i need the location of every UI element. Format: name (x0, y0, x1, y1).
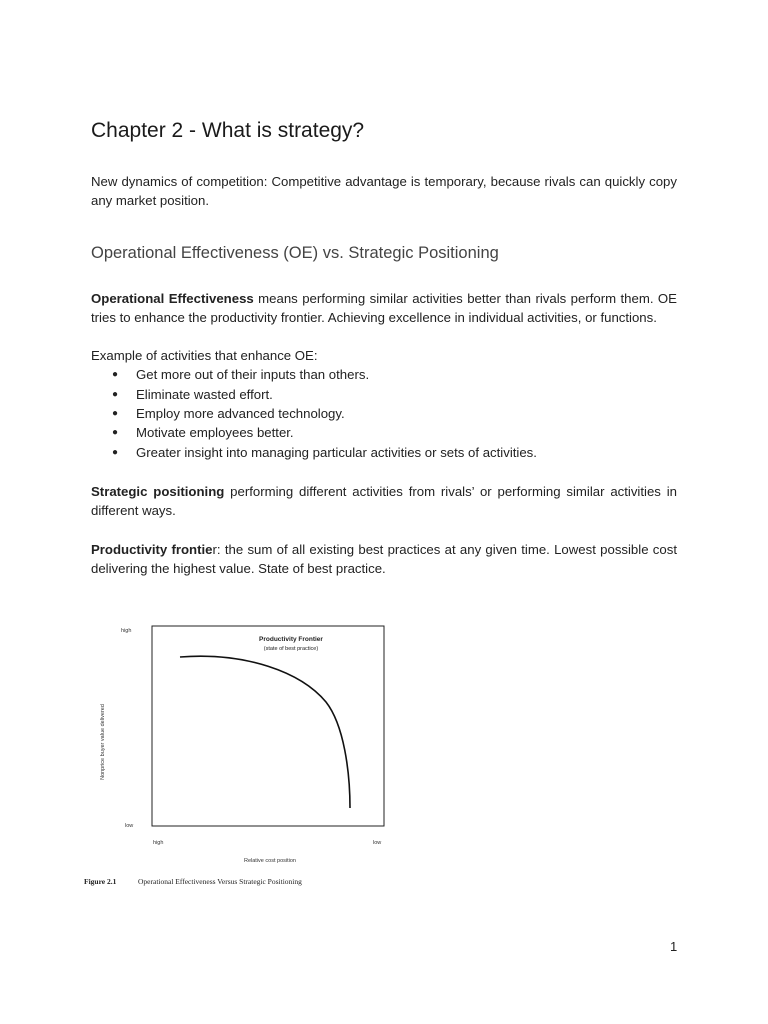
bullet-icon: ● (112, 446, 119, 458)
y-low-label: low (125, 823, 134, 829)
list-item-text: Eliminate wasted effort. (136, 386, 273, 402)
y-high-label: high (121, 628, 132, 634)
oe-term: Operational Effectiveness (91, 290, 254, 306)
bullet-icon: ● (112, 408, 119, 420)
frontier-tail-letter: r (212, 541, 217, 557)
list-item (91, 443, 677, 462)
frontier-term: Productivity frontie (91, 541, 213, 557)
list-item-text: Greater insight into managing particular activities or sets of activities. (136, 444, 537, 460)
list-item (91, 365, 677, 384)
page-content (91, 118, 677, 578)
page-number: 1 (670, 939, 678, 954)
x-axis-label: Relative cost position (244, 858, 296, 864)
oe-paragraph (91, 289, 677, 328)
bullet-icon: ● (112, 388, 119, 400)
section-heading: Operational Effectiveness (OE) vs. Strategic Positioning (91, 243, 499, 262)
chapter-title: Chapter 2 - What is strategy? (91, 119, 365, 142)
strategic-term: Strategic positioning (91, 483, 225, 499)
strategic-text: performing different activities from rivals’ or performing similar activities in different ways. (91, 483, 677, 519)
example-list (91, 365, 677, 461)
strategic-positioning-paragraph (91, 482, 677, 521)
x-low-label: low (373, 840, 382, 846)
list-item (91, 404, 677, 423)
caption-number: Figure 2.1 (84, 877, 117, 886)
oe-text: means performing similar activities better than rivals perform them. OE tries to enhance the productivity frontier. Achieving excellence in individual activities, or functions. (91, 290, 677, 325)
list-item-text: Motivate employees better. (136, 425, 294, 441)
list-item (91, 385, 677, 404)
caption-text: Operational Effectiveness Versus Strategic Positioning (138, 877, 302, 886)
list-item (91, 423, 677, 442)
list-item-text: Get more out of their inputs than others. (136, 367, 370, 383)
x-high-label: high (153, 840, 164, 846)
y-axis-label: Nonprice buyer value delivered (100, 704, 106, 780)
bullet-icon: ● (112, 427, 119, 439)
productivity-frontier-paragraph (91, 540, 677, 579)
intro-paragraph: New dynamics of competition: Competitive advantage is temporary, because rivals can quickly copy any market position. (91, 174, 677, 209)
figure-diagram (84, 622, 396, 894)
frontier-text: : the sum of all existing best practices at any given time. Lowest possible cost delivering the highest value. State of best practice. (91, 541, 677, 576)
frontier-curve (180, 656, 350, 808)
list-item-text: Employ more advanced technology. (136, 406, 345, 422)
curve-sublabel: (state of best practice) (263, 646, 319, 652)
example-label: Example of activities that enhance OE: (91, 348, 318, 364)
productivity-frontier-figure (84, 622, 396, 894)
bullet-icon: ● (112, 369, 119, 381)
curve-label: Productivity Frontier (259, 636, 323, 643)
